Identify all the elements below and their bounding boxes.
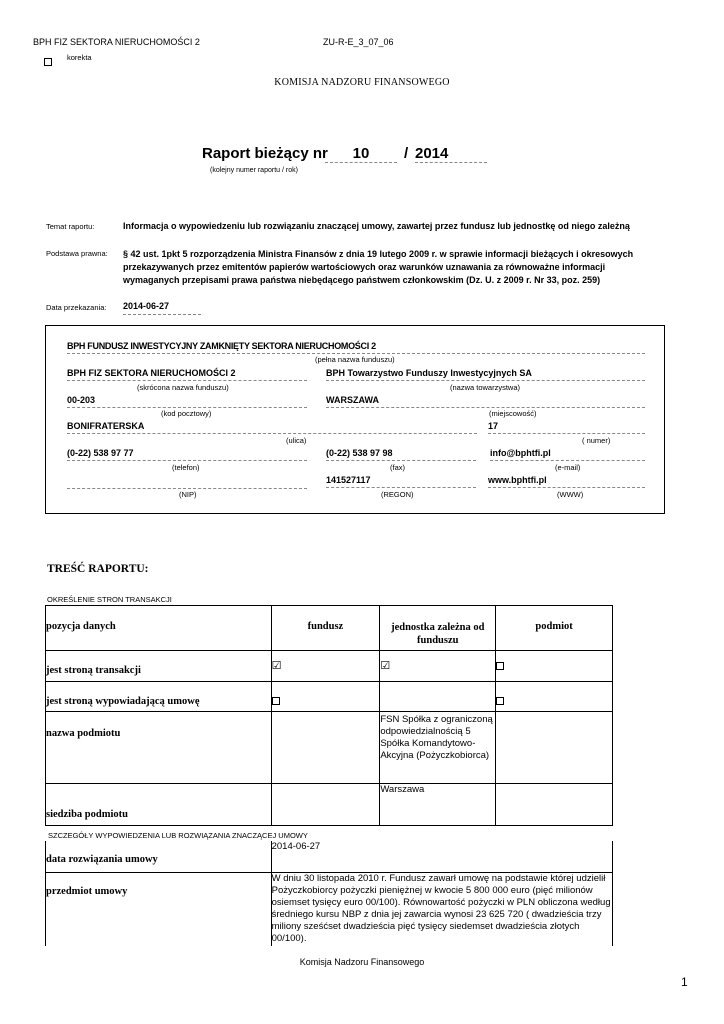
page-number: 1 <box>681 975 688 989</box>
col-fund-header: fundusz <box>271 606 380 651</box>
party-fund-checkbox[interactable]: ☑ <box>271 651 380 682</box>
fund-short-name-caption: (skrócona nazwa funduszu) <box>137 383 229 392</box>
fund-city-caption: (miejscowość) <box>489 409 537 418</box>
term-entity-checkbox[interactable] <box>496 682 613 712</box>
parties-caption: OKREŚLENIE STRON TRANSAKCJI <box>47 595 172 604</box>
term-subsidiary-cell <box>380 682 496 712</box>
temat-value: Informacja o wypowiedzeniu lub rozwiązaniu znaczącej umowy, zawartej przez fundusz lub jednostkę od niego zależną <box>123 221 630 231</box>
seat-value: Warszawa <box>380 784 496 826</box>
seat-fund-cell <box>271 784 380 826</box>
name-entity-cell <box>496 712 613 784</box>
details-caption: SZCZEGÓŁY WYPOWIEDZENIA LUB ROZWIĄZANIA ZNACZĄCEJ UMOWY <box>48 831 308 840</box>
footer-authority: Komisja Nadzoru Finansowego <box>299 957 425 967</box>
fund-number-caption: ( numer) <box>582 436 611 445</box>
parties-table <box>45 605 613 826</box>
report-number: 10 <box>325 145 397 163</box>
fund-nip-caption: (NIP) <box>179 490 197 499</box>
fund-www-caption: (WWW) <box>557 490 584 499</box>
fund-nip <box>67 475 307 489</box>
fund-regon-caption: (REGON) <box>381 490 414 499</box>
col-subsidiary-header: jednostka zależna od funduszu <box>380 606 496 651</box>
fund-city: WARSZAWA <box>326 395 645 408</box>
fund-full-name: BPH FUNDUSZ INWESTYCYJNY ZAMKNIĘTY SEKTORA NIERUCHOMOŚCI 2 <box>67 341 645 354</box>
col-entity-header: podmiot <box>496 606 613 651</box>
fund-fax-caption: (fax) <box>390 463 405 472</box>
authority-heading: KOMISJA NADZORU FINANSOWEGO <box>274 77 450 88</box>
row-date-label: data rozwiązania umowy <box>46 841 272 872</box>
fund-full-name-caption: (pełna nazwa funduszu) <box>315 355 395 364</box>
subject-value: W dniu 30 listopada 2010 r. Fundusz zawarł umowę na podstawie której udzielił Pożyczkobiorcy pożyczki pieniężnej w kwocie 5 800 000 euro (pięć milionów osiemset tysięcy euro 00/100). Równowartość pożyczki w PLN obliczona według średniego kursu NBP z dnia jej zawarcia wynosi 23 625 720 ( dwadzieścia trzy miliony sześćset dwadzieścia pięć tysięcy siedemset dwadzieścia złotych 00/100). <box>271 872 612 952</box>
fund-regon: 141527117 <box>326 475 476 488</box>
korekta-checkbox[interactable] <box>44 53 52 71</box>
row-party-label: jest stroną transakcji <box>46 651 272 682</box>
fund-company: BPH Towarzystwo Funduszy Inwestycyjnych SA <box>326 368 645 381</box>
col-position-header: pozycja danych <box>46 606 272 651</box>
fund-fax: (0-22) 538 97 98 <box>326 448 476 461</box>
fund-street-caption: (ulica) <box>286 436 307 445</box>
korekta-label: korekta <box>67 53 92 62</box>
temat-label: Temat raportu: <box>46 222 95 231</box>
row-name-label: nazwa podmiotu <box>46 712 272 784</box>
report-title: Raport bieżący nr <box>202 145 328 162</box>
header-fund-name: BPH FIZ SEKTORA NIERUCHOMOŚCI 2 <box>33 37 200 47</box>
fund-phone: (0-22) 538 97 77 <box>67 448 307 461</box>
row-terminating-label: jest stroną wypowiadającą umowę <box>46 682 272 712</box>
name-fund-cell <box>271 712 380 784</box>
report-number-caption: (kolejny numer raportu / rok) <box>210 167 298 174</box>
term-fund-checkbox[interactable] <box>271 682 380 712</box>
fund-email: info@bphtfi.pl <box>490 448 645 461</box>
fund-phone-caption: (telefon) <box>172 463 200 472</box>
party-subsidiary-checkbox[interactable]: ☑ <box>380 651 496 682</box>
fund-postal-caption: (kod pocztowy) <box>161 409 212 418</box>
podstawa-value: § 42 ust. 1pkt 5 rozporządzenia Ministra Finansów z dnia 19 lutego 2009 r. w sprawie informacji bieżących i okresowych przekazywanych przez emitentów papierów wartościowych oraz warunków uznawania za równoważne informacji wymaganych przepisami prawa państwa niebędącego państwem członkowskim (Dz. U. z 2009 r. Nr 33, poz. 259) <box>123 249 634 285</box>
fund-postal: 00-203 <box>67 395 307 408</box>
row-subject-label: przedmiot umowy <box>46 872 272 952</box>
fund-company-caption: (nazwa towarzystwa) <box>450 383 521 392</box>
report-year: 2014 <box>415 145 487 163</box>
fund-short-name: BPH FIZ SEKTORA NIERUCHOMOŚCI 2 <box>67 368 307 381</box>
date-value: 2014-06-27 <box>271 841 612 872</box>
seat-entity-cell <box>496 784 613 826</box>
name-value: FSN Spółka z ograniczoną odpowiedzialnością 5 Spółka Komandytowo-Akcyjna (Pożyczkobiorca) <box>380 712 496 784</box>
content-heading: TREŚĆ RAPORTU: <box>47 563 149 575</box>
report-slash: / <box>404 145 409 162</box>
row-seat-label: siedziba podmiotu <box>46 784 272 826</box>
podstawa-label: Podstawa prawna: <box>46 249 108 258</box>
details-table <box>45 841 613 952</box>
data-label: Data przekazania: <box>46 303 107 312</box>
header-form-code: ZU-R-E_3_07_06 <box>323 37 394 47</box>
data-value: 2014-06-27 <box>123 301 201 315</box>
fund-number: 17 <box>488 421 645 434</box>
fund-street: BONIFRATERSKA <box>67 421 477 434</box>
fund-email-caption: (e-mail) <box>555 463 581 472</box>
fund-www: www.bphtfi.pl <box>488 475 645 488</box>
party-entity-checkbox[interactable] <box>496 651 613 682</box>
